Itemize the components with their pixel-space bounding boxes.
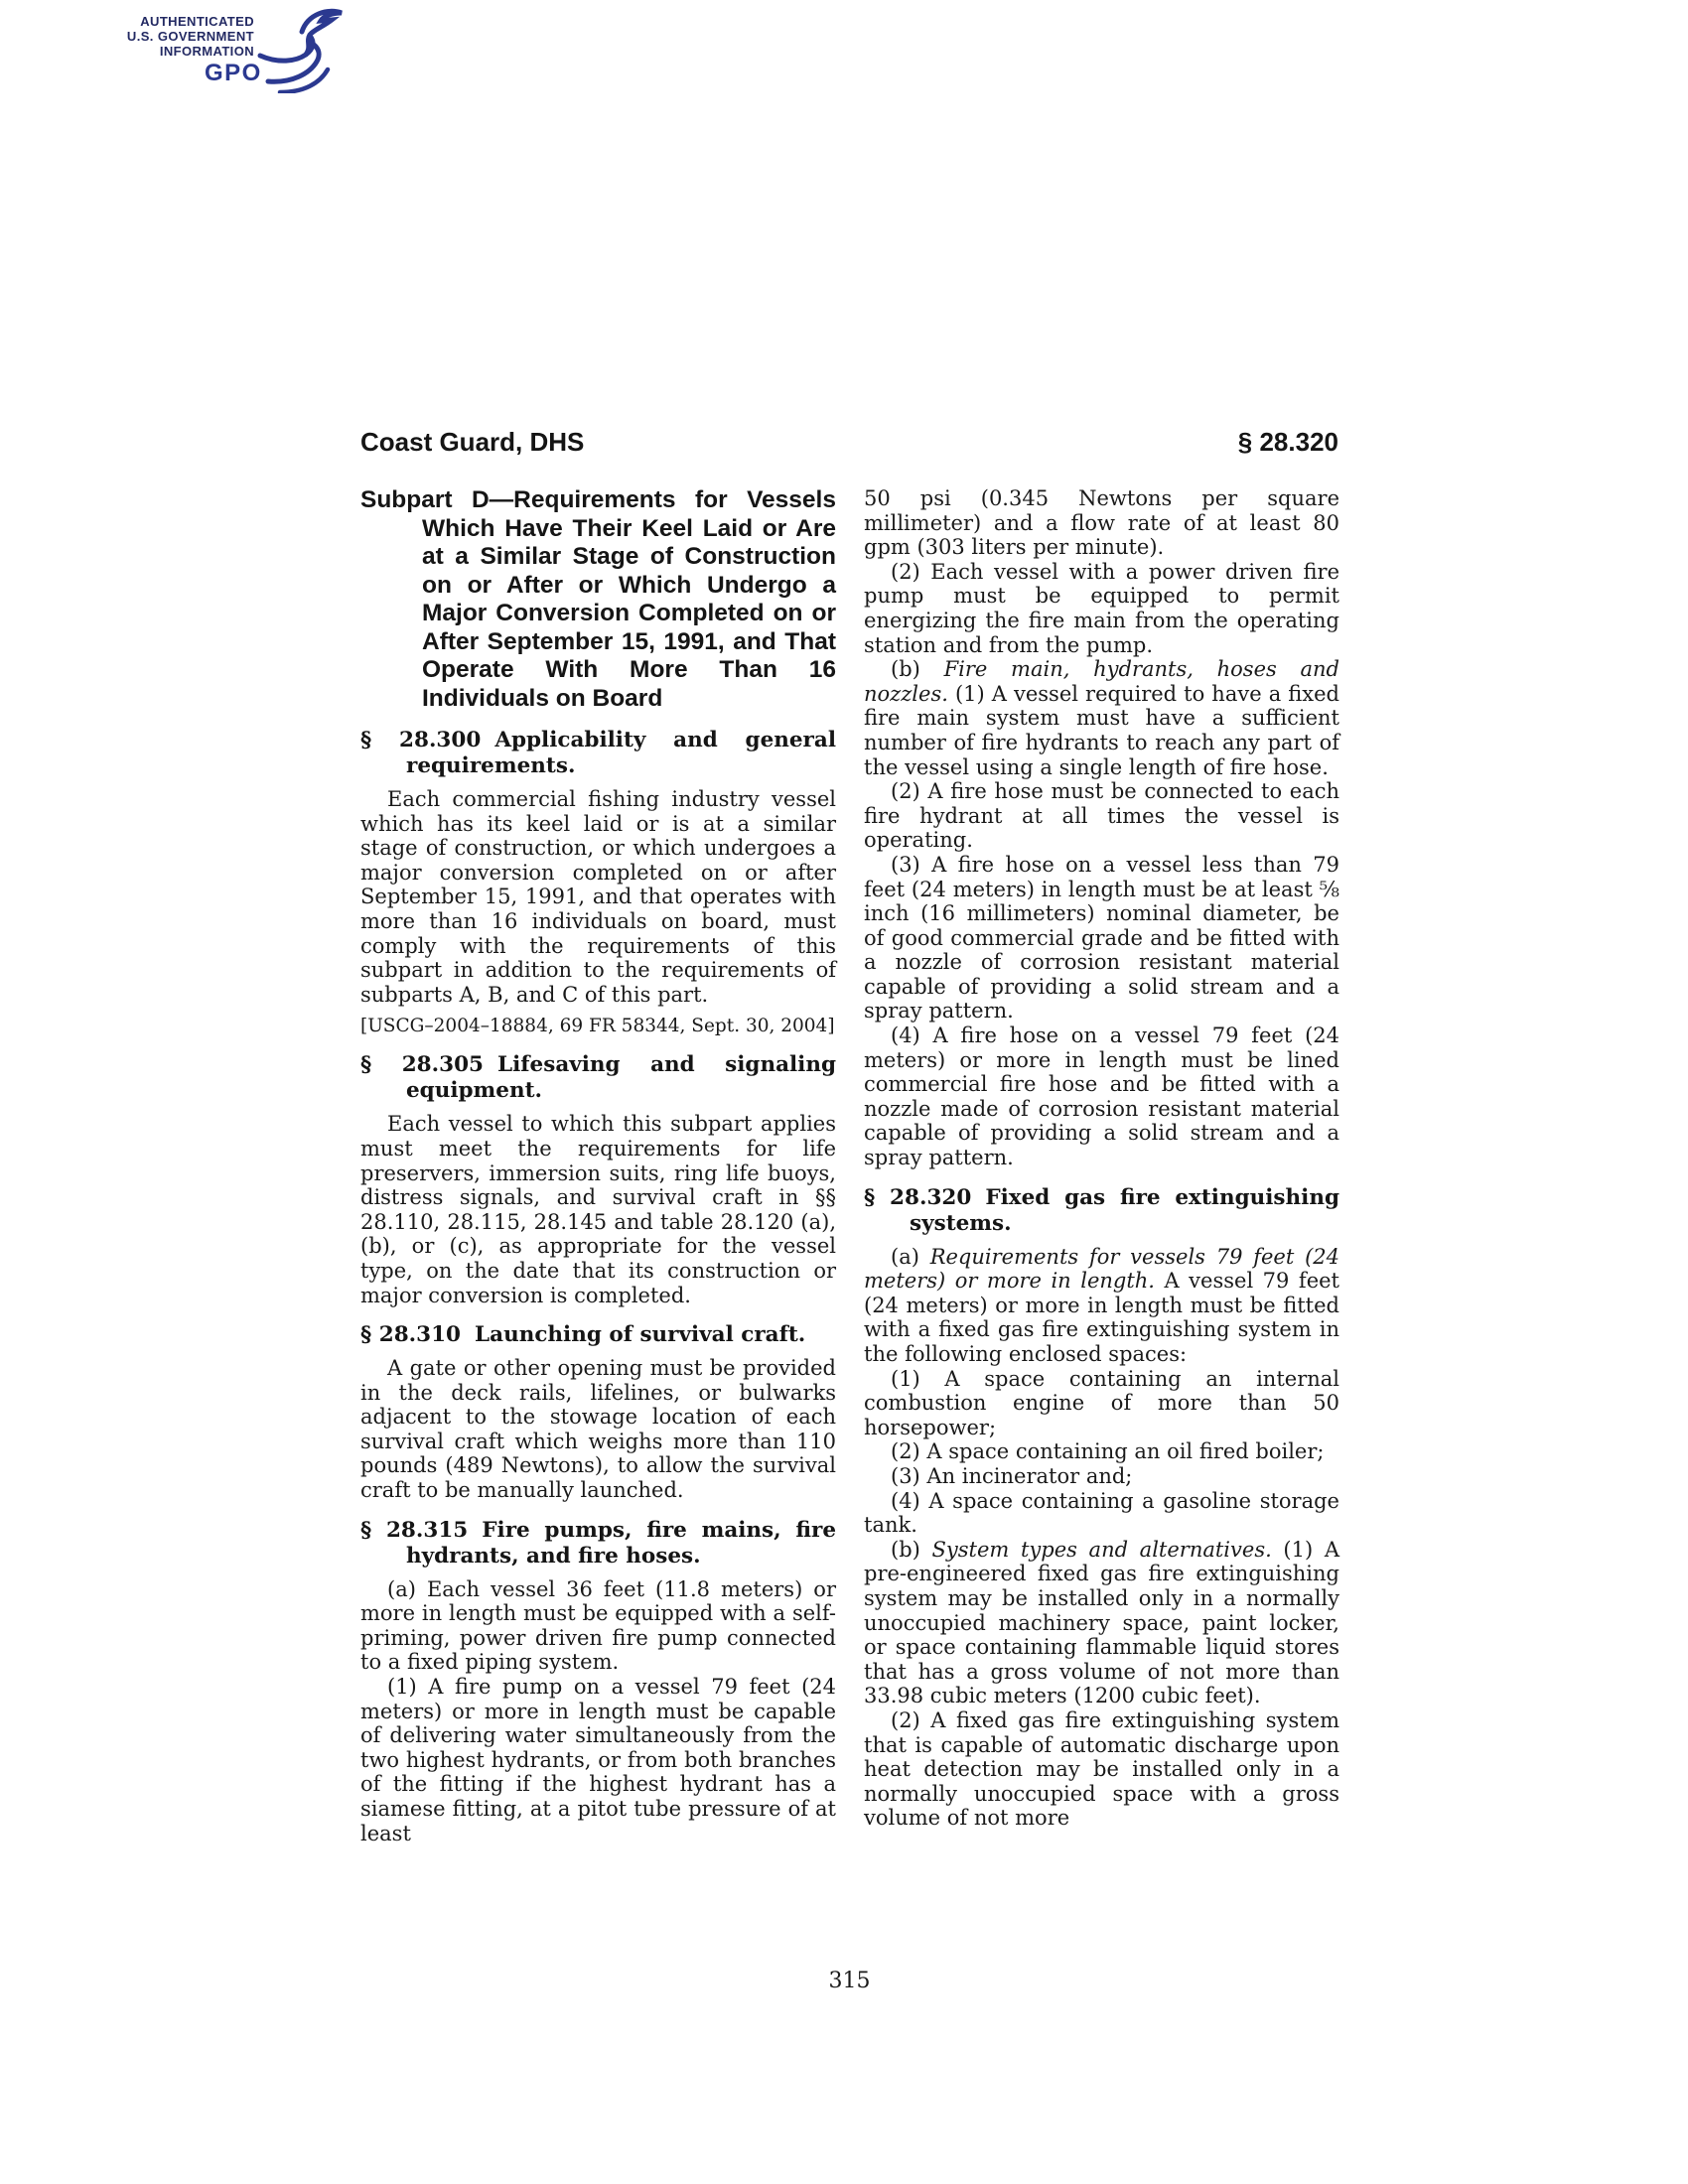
section-heading-28.320: [864, 1185, 1339, 1237]
paragraph: [864, 1708, 1339, 1831]
source-citation: [USCG–2004–18884, 69 FR 58344, Sept. 30, 2004]: [360, 1016, 835, 1037]
text-run: A gate or other opening must be provided in the deck rails, lifelines, or bulwarks adjacent to the stowage location of each survival craft which weighs more than 110 pounds (489 Newtons), to allow the survival craft to be manually launched.: [360, 1356, 836, 1503]
paragraph: [864, 1439, 1339, 1464]
text-run: (3) A fire hose on a vessel less than 79 feet (24 meters) in length must be at least ⅝ inch (16 millimeters) nominal diameter, be of good commercial grade and be fitted with a nozzle of corrosion resistant material capable of providing a solid stream and a spray pattern.: [864, 852, 1339, 1024]
paragraph: [360, 1112, 836, 1307]
text-run: (b): [891, 657, 944, 682]
gpo-authentication-logo: [87, 6, 346, 91]
paragraph: [864, 1538, 1339, 1708]
text-run: (4) A space containing a gasoline storage tank.: [864, 1488, 1339, 1538]
italic-run: System types and alternatives.: [931, 1537, 1272, 1562]
gpo-wordmark: GPO: [205, 60, 262, 86]
paragraph: [864, 1367, 1339, 1440]
paragraph: [360, 1577, 836, 1675]
subpart-heading: Subpart D—Requirements for Vessels Which Have Their Keel Laid or Are at a Similar Stage of Construction on or After or Which Undergo a Major Conversion Completed on or After September 15, 1991, and That Operate With More Than 16 Individuals on Board: [360, 486, 836, 712]
paragraph: [864, 779, 1339, 853]
section-heading-28.305: [360, 1052, 836, 1104]
page-number: 315: [828, 1969, 871, 1993]
text-run: A vessel 79 feet (24 meters) or more in length must be fitted with a fixed gas fire extinguishing system in the following enclosed spaces:: [864, 1269, 1339, 1366]
text-run: (a) Each vessel 36 feet (11.8 meters) or more in length must be equipped with a self-priming, power driven fire pump connected to a fixed piping system.: [360, 1576, 836, 1675]
text-run: (2) A space containing an oil fired boiler;: [891, 1439, 1325, 1464]
text-run: (3) An incinerator and;: [891, 1463, 1133, 1488]
section-heading-28.315: [360, 1518, 836, 1570]
text-run: (1) A vessel required to have a fixed fire main system must have a sufficient number of fire hydrants to reach any part of the vessel using a single length of fire hose.: [864, 681, 1339, 779]
paragraph: [864, 853, 1339, 1024]
running-head-section: § 28.320: [1237, 427, 1338, 457]
section-title: Launching of survival craft.: [475, 1322, 806, 1348]
paragraph: [360, 787, 836, 1007]
text-run: (4) A fire hose on a vessel 79 feet (24 meters) or more in length must be lined commercial fire hose and be fitted with a nozzle made of corrosion resistant material capable of providing a solid stream and a spray pattern.: [864, 1024, 1339, 1170]
gpo-eagle-icon: [252, 6, 357, 93]
paragraph: [360, 1675, 836, 1845]
paragraph: [360, 1356, 836, 1503]
text-run: 50 psi (0.345 Newtons per square millimeter) and a flow rate of at least 80 gpm (303 liters per minute).: [864, 486, 1339, 560]
paragraph: [864, 486, 1339, 560]
gpo-authentication-text: [87, 14, 254, 59]
section-heading-28.310: [360, 1322, 836, 1348]
text-run: (2) A fixed gas fire extinguishing system that is capable of automatic discharge upon heat detection may be installed only in a normally unoccupied space with a gross volume of not more: [864, 1707, 1339, 1831]
italic-run: Fire main, hydrants, hoses and nozzles.: [864, 657, 1339, 706]
section-title: Fire pumps, fire mains, fire hydrants, and fire hoses.: [406, 1517, 837, 1569]
paragraph: [864, 1464, 1339, 1489]
text-run: (2) Each vessel with a power driven fire pump must be equipped to permit energizing the fire main from the operating station and from the pump.: [864, 559, 1339, 657]
text-run: Each commercial fishing industry vessel which has its keel laid or is at a similar stage of construction, or which undergoes a major conversion completed on or after September 15, 1991, and that operates with more than 16 individuals on board, must comply with the requirements of this subpart in addition to the requirements of subparts A, B, and C of this part.: [360, 787, 836, 1007]
paragraph: [864, 560, 1339, 657]
text-run: (2) A fire hose must be connected to each fire hydrant at all times the vessel is operating.: [864, 779, 1339, 853]
paragraph: [864, 1024, 1339, 1170]
running-head: [360, 427, 1338, 458]
section-number: § 28.300: [360, 728, 482, 752]
text-columns: [360, 486, 1339, 1845]
italic-run: Requirements for vessels 79 feet (24 meters) or more in length.: [864, 1244, 1339, 1294]
logo-line-authenticated: AUTHENTICATED: [140, 14, 254, 29]
text-run: (b): [891, 1537, 932, 1562]
right-column: [864, 486, 1339, 1845]
paragraph: [864, 1489, 1339, 1538]
text-run: (1) A pre-engineered fixed gas fire extinguishing system may be installed only in a normally unoccupied machinery space, paint locker, or space containing flammable liquid stores that has a gross volume of not more than 33.98 cubic meters (1200 cubic feet).: [864, 1537, 1339, 1708]
section-title: Applicability and general requirements.: [406, 728, 836, 778]
section-number: § 28.310: [360, 1322, 462, 1348]
paragraph: [864, 657, 1339, 779]
section-title: Lifesaving and signaling equipment.: [406, 1052, 837, 1104]
text-run: Each vessel to which this subpart applies must meet the requirements for life preservers, immersion suits, ring life buoys, distress signals, and survival craft in §§ 28.110, 28.115, 28.145 and table 28.120 (a), (b), or (c), as appropriate for the vessel type, on the date that its construction or major conversion is completed.: [360, 1112, 836, 1307]
running-head-title: Coast Guard, DHS: [360, 427, 585, 457]
text-run: (1) A fire pump on a vessel 79 feet (24 meters) or more in length must be capable of delivering water simultaneously from the two highest hydrants, or from both branches of the fitting if the highest hydrant has a siamese fitting, at a pitot tube pressure of at least: [360, 1675, 836, 1845]
left-column: [360, 486, 836, 1845]
section-heading-28.300: [360, 728, 836, 779]
section-number: § 28.320: [864, 1184, 972, 1210]
paragraph: [864, 1245, 1339, 1367]
section-number: § 28.315: [360, 1517, 469, 1543]
section-title: Fixed gas fire extinguishing systems.: [910, 1184, 1339, 1236]
section-number: § 28.305: [360, 1052, 485, 1078]
logo-line-information: INFORMATION: [159, 44, 254, 59]
text-run: (a): [891, 1244, 930, 1269]
text-run: (1) A space containing an internal combustion engine of more than 50 horsepower;: [864, 1366, 1339, 1439]
logo-line-us-government: U.S. GOVERNMENT: [126, 29, 254, 44]
